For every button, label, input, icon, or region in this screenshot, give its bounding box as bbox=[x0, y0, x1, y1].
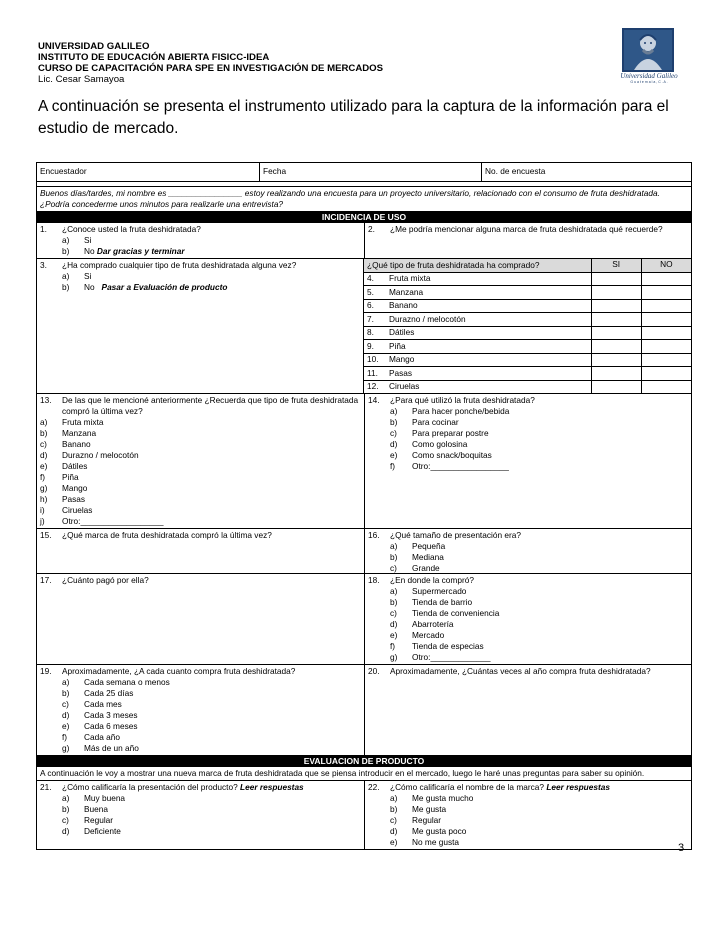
section-evaluacion-row bbox=[37, 756, 691, 767]
q16-option[interactable]: a) Pequeña bbox=[390, 541, 446, 551]
q1-block bbox=[37, 223, 364, 258]
university-logo bbox=[612, 28, 686, 86]
fruit-no-cell[interactable] bbox=[641, 286, 691, 299]
fruit-row-4: 4. Fruta mixta bbox=[364, 273, 691, 287]
q3-number: 3. bbox=[40, 260, 47, 270]
q22-option[interactable]: d) Me gusta poco bbox=[390, 826, 467, 836]
q19-number: 19. bbox=[40, 666, 52, 676]
header-institute: INSTITUTO DE EDUCACIÓN ABIERTA FISICC-IDEA bbox=[38, 52, 270, 63]
q3-fruit-row bbox=[37, 259, 691, 394]
q13-text: De las que le mencioné anteriormente ¿Recuerda que tipo de fruta deshidratada compró la última vez? bbox=[62, 395, 359, 416]
q22-number: 22. bbox=[368, 782, 380, 792]
q19-option[interactable]: d) Cada 3 meses bbox=[62, 710, 138, 720]
q19-option[interactable]: b) Cada 25 días bbox=[62, 688, 134, 698]
q17-text: ¿Cuánto pagó por ella? bbox=[62, 575, 149, 585]
greeting-text: Buenos días/tardes, mi nombre es ________________ estoy realizando una encuesta para un proyecto universitario, relacionado con el consumo de fruta deshidratada. ¿Podría concederme unos minutos para realizarle una entrevista? bbox=[40, 188, 660, 209]
q14-number: 14. bbox=[368, 395, 380, 405]
fruit-si-cell[interactable] bbox=[591, 273, 641, 286]
fruit-si-cell[interactable] bbox=[591, 381, 641, 394]
q2-number: 2. bbox=[368, 224, 375, 234]
q16-block bbox=[364, 529, 691, 573]
section-incidencia-title: INCIDENCIA DE USO bbox=[37, 212, 691, 222]
q14-option[interactable]: d) Como golosina bbox=[390, 439, 468, 449]
fecha-field[interactable]: Fecha bbox=[259, 163, 481, 181]
fruit-no-cell[interactable] bbox=[641, 313, 691, 326]
q20-number: 20. bbox=[368, 666, 380, 676]
fruit-table bbox=[363, 259, 691, 393]
section-incidencia-row bbox=[37, 212, 691, 223]
q13-option[interactable]: h) Pasas bbox=[40, 494, 86, 504]
q18-text: ¿En donde la compró? bbox=[390, 575, 474, 585]
survey-meta-row bbox=[37, 163, 691, 182]
q14-block bbox=[364, 394, 691, 528]
q15-q16-row bbox=[37, 529, 691, 574]
document-header bbox=[38, 41, 383, 85]
q18-option[interactable]: a) Supermercado bbox=[390, 586, 467, 596]
fruit-table-si-header: SI bbox=[591, 259, 641, 272]
q19-option[interactable]: a) Cada semana o menos bbox=[62, 677, 170, 687]
q22-option[interactable]: c) Regular bbox=[390, 815, 442, 825]
q18-option[interactable]: c) Tienda de conveniencia bbox=[390, 608, 500, 618]
q3-instruction: Pasar a Evaluación de producto bbox=[101, 282, 228, 292]
q17-q18-row bbox=[37, 574, 691, 665]
fruit-no-cell[interactable] bbox=[641, 367, 691, 380]
q13-option[interactable]: e) Dátiles bbox=[40, 461, 88, 471]
q16-text: ¿Qué tamaño de presentación era? bbox=[390, 530, 521, 540]
q13-option[interactable]: f) Piña bbox=[40, 472, 79, 482]
fruit-table-header bbox=[364, 259, 691, 273]
q15-block bbox=[37, 529, 364, 573]
q13-option[interactable]: g) Mango bbox=[40, 483, 88, 493]
q3-option-a[interactable]: a) Si bbox=[62, 271, 92, 281]
q2-text: ¿Me podría mencionar alguna marca de fruta deshidratada qué recuerde? bbox=[390, 224, 663, 234]
fruit-no-cell[interactable] bbox=[641, 273, 691, 286]
header-instructor: Lic. Cesar Samayoa bbox=[38, 74, 125, 85]
q22-option[interactable]: a) Me gusta mucho bbox=[390, 793, 474, 803]
q20-text: Aproximadamente, ¿Cuántas veces al año compra fruta deshidratada? bbox=[390, 666, 651, 676]
section-evaluacion-intro: A continuación le voy a mostrar una nueva marca de fruta deshidratada que se piensa introducir en el mercado, luego le haré unas preguntas para saber su opinión. bbox=[40, 768, 645, 778]
q18-option[interactable]: b) Tienda de barrio bbox=[390, 597, 473, 607]
section-evaluacion-title: EVALUACION DE PRODUCTO bbox=[37, 756, 691, 766]
q13-option[interactable]: j) Otro:__________________ bbox=[40, 516, 164, 526]
q14-option[interactable]: e) Como snack/boquitas bbox=[390, 450, 492, 460]
fruit-si-cell[interactable] bbox=[591, 313, 641, 326]
q13-option[interactable]: b) Manzana bbox=[40, 428, 97, 438]
q17-number: 17. bbox=[40, 575, 52, 585]
q18-block bbox=[364, 574, 691, 664]
fruit-si-cell[interactable] bbox=[591, 367, 641, 380]
q18-option[interactable]: e) Mercado bbox=[390, 630, 445, 640]
fruit-row-10: 10. Mango bbox=[364, 354, 691, 368]
q22-option[interactable]: b) Me gusta bbox=[390, 804, 447, 814]
fruit-no-cell[interactable] bbox=[641, 354, 691, 367]
fruit-no-cell[interactable] bbox=[641, 300, 691, 313]
q21-block bbox=[37, 781, 364, 849]
q21-number: 21. bbox=[40, 782, 52, 792]
header-university: UNIVERSIDAD GALILEO bbox=[38, 41, 150, 52]
fruit-row-9: 9. Piña bbox=[364, 340, 691, 354]
q13-block bbox=[37, 394, 364, 528]
fruit-no-cell[interactable] bbox=[641, 381, 691, 394]
q19-option[interactable]: g) Más de un año bbox=[62, 743, 139, 753]
q18-option[interactable]: d) Abarrotería bbox=[390, 619, 454, 629]
q13-option[interactable]: i) Ciruelas bbox=[40, 505, 93, 515]
q19-q20-row bbox=[37, 665, 691, 756]
fruit-row-8: 8. Dátiles bbox=[364, 327, 691, 341]
q1-number: 1. bbox=[40, 224, 47, 234]
q18-number: 18. bbox=[368, 575, 380, 585]
q22-instruction: Leer respuestas bbox=[546, 782, 610, 792]
fruit-row-5: 5. Manzana bbox=[364, 286, 691, 300]
q14-option[interactable]: b) Para cocinar bbox=[390, 417, 459, 427]
q19-option[interactable]: e) Cada 6 meses bbox=[62, 721, 138, 731]
q1-option-a[interactable]: a) Si bbox=[62, 235, 92, 245]
q21-option[interactable]: c) Regular bbox=[62, 815, 114, 825]
q1-text: ¿Conoce usted la fruta deshidratada? bbox=[62, 224, 201, 234]
q14-option[interactable]: f) Otro:_________________ bbox=[390, 461, 509, 471]
q1-instruction: Dar gracias y terminar bbox=[96, 246, 185, 256]
q19-option[interactable]: f) Cada año bbox=[62, 732, 120, 742]
fruit-si-cell[interactable] bbox=[591, 354, 641, 367]
q16-option[interactable]: c) Grande bbox=[390, 563, 440, 573]
fruit-row-7: 7. Durazno / melocotón bbox=[364, 313, 691, 327]
q19-option[interactable]: c) Cada mes bbox=[62, 699, 122, 709]
q22-block bbox=[364, 781, 691, 849]
q2-block bbox=[364, 223, 691, 258]
q21-instruction: Leer respuestas bbox=[240, 782, 304, 792]
header-course: CURSO DE CAPACITACIÓN PARA SPE EN INVESTIGACIÓN DE MERCADOS bbox=[38, 63, 384, 74]
fruit-no-cell[interactable] bbox=[641, 327, 691, 340]
q16-number: 16. bbox=[368, 530, 380, 540]
q19-text: Aproximadamente, ¿A cada cuanto compra fruta deshidratada? bbox=[62, 666, 296, 676]
fruit-si-cell[interactable] bbox=[591, 286, 641, 299]
survey-form bbox=[36, 162, 692, 850]
fruit-no-cell[interactable] bbox=[641, 340, 691, 353]
q22-text: ¿Cómo calificaría el nombre de la marca? bbox=[390, 782, 545, 792]
no-encuesta-field[interactable]: No. de encuesta bbox=[481, 163, 691, 181]
q1-option-b[interactable]: b) No Dar gracias y terminar bbox=[62, 246, 185, 256]
q14-option[interactable]: c) Para preparar postre bbox=[390, 428, 489, 438]
q1-q2-row bbox=[37, 223, 691, 259]
q21-text: ¿Cómo calificaría la presentación del producto? bbox=[62, 782, 238, 792]
q15-text: ¿Qué marca de fruta deshidratada compró la última vez? bbox=[62, 530, 272, 540]
q20-block bbox=[364, 665, 691, 755]
q21-option[interactable]: d) Deficiente bbox=[62, 826, 121, 836]
q21-option[interactable]: b) Buena bbox=[62, 804, 108, 814]
q3-option-b[interactable]: b) No Pasar a Evaluación de producto bbox=[62, 282, 228, 292]
q18-option[interactable]: f) Tienda de especias bbox=[390, 641, 484, 651]
section-evaluacion-intro-row bbox=[37, 767, 691, 781]
q17-block bbox=[37, 574, 364, 664]
logo-subtext: G u a t e m a l a , C . A . bbox=[630, 80, 668, 84]
page-number: 3 bbox=[678, 842, 685, 854]
fruit-row-12: 12. Ciruelas bbox=[364, 381, 691, 394]
q21-q22-row bbox=[37, 781, 691, 849]
intro-paragraph: A continuación se presenta el instrumento utilizado para la captura de la información para el estudio de mercado. bbox=[38, 98, 669, 137]
q13-option[interactable]: c) Banano bbox=[40, 439, 91, 449]
logo-text: Universidad Galileo bbox=[620, 72, 678, 80]
fruit-si-cell[interactable] bbox=[591, 327, 641, 340]
fruit-si-cell[interactable] bbox=[591, 300, 641, 313]
encuestador-field[interactable]: Encuestador bbox=[40, 166, 87, 176]
q13-option[interactable]: a) Fruta mixta bbox=[40, 417, 104, 427]
fruit-si-cell[interactable] bbox=[591, 340, 641, 353]
fruit-table-no-header: NO bbox=[641, 259, 691, 272]
fruit-table-question: ¿Qué tipo de fruta deshidratada ha comprado? bbox=[367, 259, 540, 270]
q14-text: ¿Para qué utilizó la fruta deshidratada? bbox=[390, 395, 535, 405]
q3-block bbox=[37, 259, 363, 393]
q14-option[interactable]: a) Para hacer ponche/bebida bbox=[390, 406, 510, 416]
q19-block bbox=[37, 665, 364, 755]
greeting-row bbox=[37, 187, 691, 212]
q22-option[interactable]: e) No me gusta bbox=[390, 837, 460, 847]
q15-number: 15. bbox=[40, 530, 52, 540]
q13-q14-row bbox=[37, 394, 691, 529]
fruit-row-11: 11. Pasas bbox=[364, 367, 691, 381]
q13-option[interactable]: d) Durazno / melocotón bbox=[40, 450, 139, 460]
fruit-row-6: 6. Banano bbox=[364, 300, 691, 314]
q16-option[interactable]: b) Mediana bbox=[390, 552, 444, 562]
q21-option[interactable]: a) Muy buena bbox=[62, 793, 126, 803]
q3-text: ¿Ha comprado cualquier tipo de fruta deshidratada alguna vez? bbox=[62, 260, 297, 270]
q18-option[interactable]: g) Otro:_____________ bbox=[390, 652, 491, 662]
q13-number: 13. bbox=[40, 395, 52, 405]
